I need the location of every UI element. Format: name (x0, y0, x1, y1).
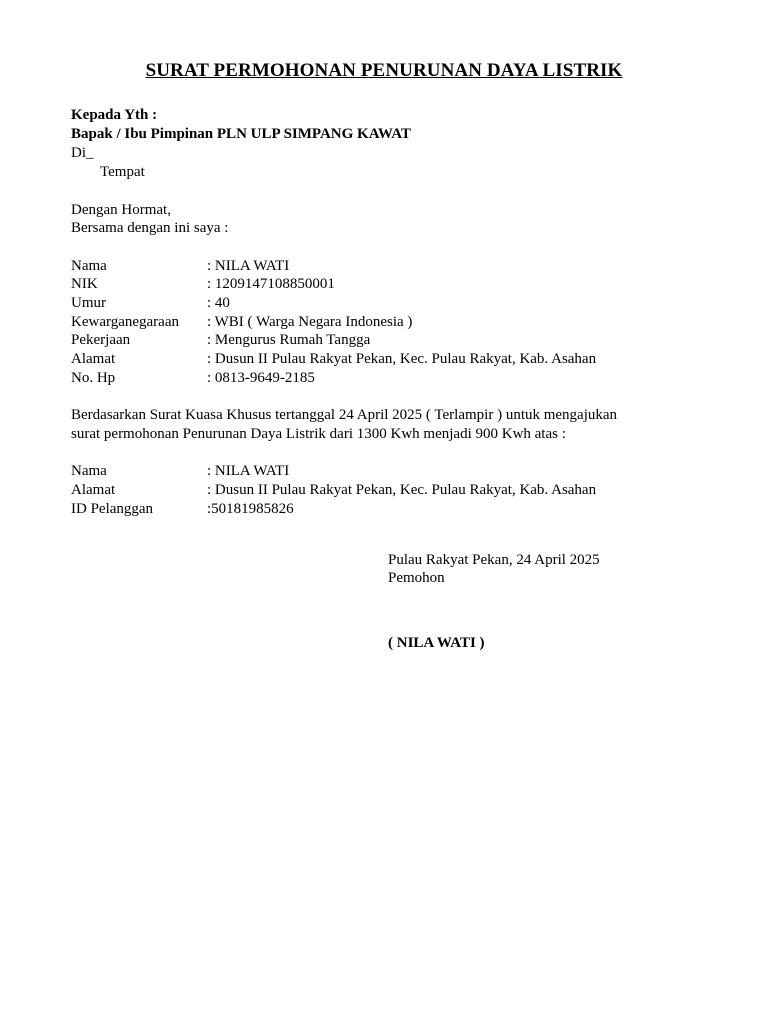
applicant-label: Alamat (71, 351, 116, 367)
document-title: SURAT PERMOHONAN PENURUNAN DAYA LISTRIK (145, 60, 623, 81)
recipient-line-1: Kepada Yth : (71, 107, 158, 123)
applicant-value: : 40 (207, 295, 230, 311)
customer-label: Nama (71, 463, 107, 479)
customer-value: : Dusun II Pulau Rakyat Pekan, Kec. Pulau Rakyat, Kab. Asahan (207, 482, 597, 498)
applicant-value: : 0813-9649-2185 (207, 370, 315, 386)
intro-text: Bersama dengan ini saya : (71, 220, 229, 236)
customer-value: : NILA WATI (207, 463, 290, 479)
applicant-value: : WBI ( Warga Negara Indonesia ) (207, 314, 413, 330)
applicant-value: : Mengurus Rumah Tangga (207, 332, 371, 348)
customer-value: :50181985826 (207, 501, 294, 517)
signature-place-date: Pulau Rakyat Pekan, 24 April 2025 (388, 552, 600, 568)
signature-role: Pemohon (388, 570, 445, 586)
customer-label: Alamat (71, 482, 116, 498)
applicant-value: : NILA WATI (207, 258, 290, 274)
recipient-line-3: Di_ (71, 145, 94, 161)
applicant-label: Nama (71, 258, 107, 274)
recipient-line-4: Tempat (100, 164, 145, 180)
signature-name: ( NILA WATI ) (388, 635, 485, 651)
applicant-label: Pekerjaan (71, 332, 131, 348)
applicant-value: : 1209147108850001 (207, 276, 335, 292)
body-line-2: surat permohonan Penurunan Daya Listrik dari 1300 Kwh menjadi 900 Kwh atas : (71, 426, 566, 442)
applicant-label: Kewarganegaraan (71, 314, 179, 330)
body-line-1: Berdasarkan Surat Kuasa Khusus tertanggal 24 April 2025 ( Terlampir ) untuk mengajukan (71, 407, 618, 423)
greeting: Dengan Hormat, (71, 202, 171, 218)
applicant-label: NIK (71, 276, 98, 292)
applicant-value: : Dusun II Pulau Rakyat Pekan, Kec. Pulau Rakyat, Kab. Asahan (207, 351, 597, 367)
applicant-label: Umur (71, 295, 106, 311)
applicant-label: No. Hp (71, 370, 116, 386)
customer-label: ID Pelanggan (71, 501, 154, 517)
recipient-line-2: Bapak / Ibu Pimpinan PLN ULP SIMPANG KAWAT (71, 126, 411, 142)
